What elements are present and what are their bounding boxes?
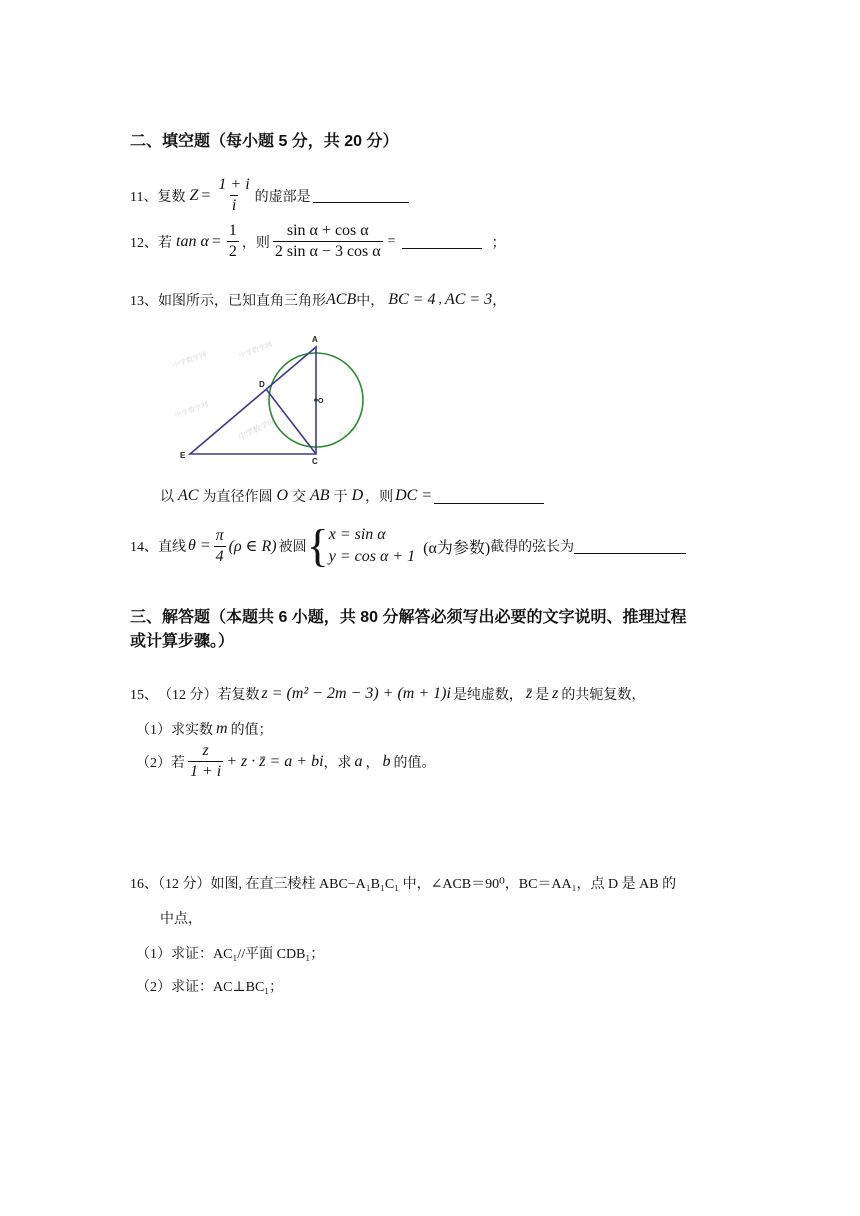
svg-text:中学数学网: 中学数学网 <box>174 401 210 420</box>
q11-number: 11、 <box>130 189 158 205</box>
q12-half-denominator: 2 <box>228 243 237 260</box>
q12-end: ； <box>491 235 506 251</box>
label-a: A <box>312 335 318 344</box>
q14-theta: θ = <box>188 537 211 554</box>
q12-half-fraction <box>227 222 239 261</box>
q11-denominator: i <box>231 197 237 214</box>
q15-p1-end: 的值； <box>230 723 273 738</box>
q13-triangle-name: ACB <box>326 291 357 308</box>
q13-l2-e: ，则 <box>365 490 394 505</box>
q16-line-1: （12 分）如图, 在直三棱柱 ABC−A₁B₁C₁ 中，∠ACB＝90⁰，BC＝AA₁，点 D 是 AB 的 <box>158 877 677 892</box>
q13-l2-ab: AB <box>310 487 330 504</box>
q13-l2-d: 于 <box>333 490 348 505</box>
q13-number: 13、 <box>130 294 158 309</box>
q14-answer-blank[interactable] <box>574 539 686 554</box>
q13-sep: , <box>438 292 442 307</box>
q15-number: 15、 <box>130 688 158 703</box>
triangle-acb <box>190 347 316 454</box>
q12-then: ，则 <box>241 235 270 251</box>
q15-frac-numerator: z <box>202 742 209 759</box>
q14-prefix: 直线 <box>158 540 186 555</box>
q14-eq-1: x = sin α <box>328 526 386 543</box>
q15-part-1 <box>136 719 273 739</box>
q14-param: (α为参数) <box>423 539 491 557</box>
q14-eq-2: y = cos α + 1 <box>328 548 416 565</box>
q13-l2-dc: DC = <box>395 487 433 504</box>
q11-answer-blank[interactable] <box>313 188 409 203</box>
q12-ratio-denominator: 2 sin α − 3 cos α <box>274 243 381 260</box>
svg-text:中学数学网: 中学数学网 <box>172 351 208 370</box>
question-13 <box>130 290 506 310</box>
svg-text:中学数学网: 中学数学网 <box>237 416 278 442</box>
q11-equals: = <box>201 186 211 204</box>
q15-z: z <box>552 685 559 702</box>
q13-l2-point-d: D <box>351 487 364 504</box>
q12-ratio-fraction <box>273 222 383 261</box>
question-16 <box>130 873 676 893</box>
q14-condition: (ρ ∈ R) <box>228 538 277 555</box>
q15-p2-a: a <box>354 752 363 770</box>
q11-variable: Z <box>189 186 199 204</box>
q15-p2-end: 的值。 <box>393 755 436 771</box>
q15-mid: 是纯虚数， <box>452 688 523 703</box>
q15-p1-m: m <box>216 720 228 737</box>
section-3-title-line-2: 或计算步骤。） <box>130 633 235 650</box>
q15-p1-text: （1）求实数 <box>136 723 213 738</box>
question-13-line-2 <box>160 486 544 506</box>
question-15 <box>130 684 645 704</box>
q13-text: 如图所示，已知直角三角形 <box>158 294 326 309</box>
q15-zbar: z̄ <box>525 685 533 702</box>
section-2-title: 二、填空题（每小题 5 分，共 20 分） <box>130 133 399 150</box>
label-e: E <box>180 451 186 460</box>
q13-answer-blank[interactable] <box>434 489 544 504</box>
q16-part-1: （1）求证：AC₁//平面 CDB₁； <box>136 947 325 962</box>
question-14 <box>130 520 686 571</box>
q13-end: ， <box>492 294 507 309</box>
q15-expression: z = (m² − 2m − 3) + (m + 1)i <box>261 685 451 702</box>
q13-l2-ac: AC <box>178 487 199 504</box>
q13-l2-a: 以 <box>160 490 174 505</box>
q14-brace: { <box>306 520 329 571</box>
q14-pi-fraction <box>214 527 226 566</box>
q12-answer-blank[interactable] <box>402 234 482 249</box>
question-11 <box>130 176 409 215</box>
q15-p2-b: b <box>382 752 391 770</box>
label-o: O <box>318 398 324 405</box>
q15-p2-mid: ，求 <box>323 755 352 771</box>
q13-ac: AC = 3 <box>444 291 493 308</box>
q12-tan: tan α <box>176 232 209 250</box>
svg-text:数学网: 数学网 <box>338 426 361 440</box>
q15-score: （12 分）若复数 <box>158 688 260 703</box>
q12-equals: = <box>211 232 221 250</box>
q13-mid: 中， <box>356 294 385 309</box>
q14-number: 14、 <box>130 540 158 555</box>
watermark <box>172 339 361 441</box>
q13-figure <box>170 330 370 470</box>
section-3-title-line-1: 三、解答题（本题共 6 小题，共 80 分解答必须写出必要的文字说明、推理过程 <box>130 609 687 626</box>
q15-p2-comma: ， <box>365 755 380 771</box>
q15-p2-expression: + z · z̄ = a + bi <box>226 752 324 770</box>
q14-pi-numerator: π <box>215 526 224 544</box>
q11-prefix: 复数 <box>157 189 186 205</box>
q12-equals-2: = <box>387 233 396 249</box>
q13-l2-c: 交 <box>292 490 307 505</box>
q12-half-numerator: 1 <box>228 222 237 239</box>
svg-text:中学数学网: 中学数学网 <box>238 341 274 360</box>
q15-frac-denominator: 1 + i <box>190 763 222 780</box>
q16-number: 16、 <box>130 877 158 892</box>
q14-suffix: 截得的弦长为 <box>490 540 575 555</box>
q12-prefix: 若 <box>158 235 172 251</box>
label-d: D <box>259 380 265 389</box>
q12-ratio-numerator: sin α + cos α <box>286 222 369 239</box>
q11-suffix: 的虚部是 <box>254 189 311 205</box>
q15-mid2: 是 <box>535 688 550 703</box>
q11-fraction <box>216 176 251 215</box>
q16-line-2: 中点， <box>160 912 202 927</box>
q16-part-2: （2）求证：AC⊥BC₁； <box>136 980 284 995</box>
q11-numerator: 1 + i <box>218 176 250 193</box>
q13-l2-b: 为直径作圆 <box>202 490 273 505</box>
q13-bc: BC = 4 <box>388 291 436 308</box>
q13-l2-o: O <box>276 487 289 504</box>
q15-part-2 <box>136 742 436 781</box>
q15-end: 的共轭复数， <box>561 688 646 703</box>
q14-pi-denominator: 4 <box>215 547 224 565</box>
q15-p2-text: （2）若 <box>136 755 185 771</box>
q15-fraction <box>188 742 223 781</box>
label-c: C <box>312 457 318 466</box>
q14-system <box>329 524 415 568</box>
q14-mid: 被圆 <box>278 540 307 555</box>
q12-number: 12、 <box>130 235 158 251</box>
question-12 <box>130 222 506 261</box>
